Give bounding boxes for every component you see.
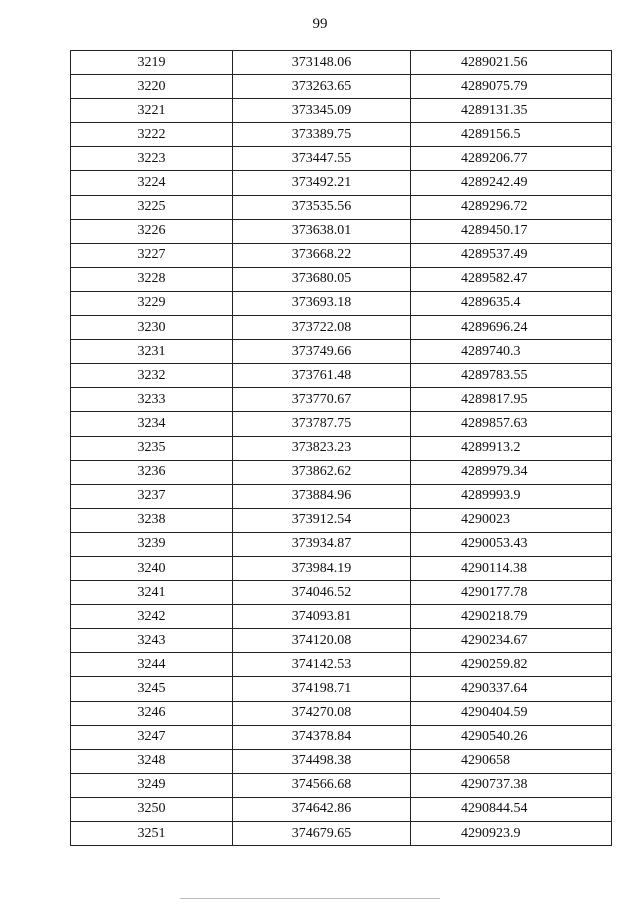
coordinates-table — [70, 50, 612, 846]
y-coordinate-cell: 4289857.63 — [411, 412, 612, 436]
y-coordinate-cell: 4289296.72 — [411, 195, 612, 219]
point-number-cell: 3239 — [71, 532, 233, 556]
table-row — [71, 195, 612, 219]
table-row — [71, 99, 612, 123]
y-coordinate-cell: 4290114.38 — [411, 556, 612, 580]
x-coordinate-cell: 373823.23 — [233, 436, 411, 460]
x-coordinate-cell: 374642.86 — [233, 797, 411, 821]
table-row — [71, 51, 612, 75]
point-number-cell: 3244 — [71, 653, 233, 677]
y-coordinate-cell: 4289783.55 — [411, 364, 612, 388]
point-number-cell: 3251 — [71, 822, 233, 846]
y-coordinate-cell: 4289242.49 — [411, 171, 612, 195]
y-coordinate-cell: 4289450.17 — [411, 219, 612, 243]
y-coordinate-cell: 4290540.26 — [411, 725, 612, 749]
y-coordinate-cell: 4289740.3 — [411, 340, 612, 364]
point-number-cell: 3243 — [71, 629, 233, 653]
table-row — [71, 556, 612, 580]
y-coordinate-cell: 4289131.35 — [411, 99, 612, 123]
table-row — [71, 822, 612, 846]
table-row — [71, 460, 612, 484]
point-number-cell: 3231 — [71, 340, 233, 364]
y-coordinate-cell: 4290337.64 — [411, 677, 612, 701]
table-row — [71, 147, 612, 171]
table-row — [71, 243, 612, 267]
x-coordinate-cell: 373668.22 — [233, 243, 411, 267]
x-coordinate-cell: 373492.21 — [233, 171, 411, 195]
y-coordinate-cell: 4289696.24 — [411, 316, 612, 340]
page-number: 99 — [312, 16, 328, 32]
x-coordinate-cell: 373787.75 — [233, 412, 411, 436]
x-coordinate-cell: 374142.53 — [233, 653, 411, 677]
y-coordinate-cell: 4289993.9 — [411, 484, 612, 508]
x-coordinate-cell: 374270.08 — [233, 701, 411, 725]
x-coordinate-cell: 373345.09 — [233, 99, 411, 123]
x-coordinate-cell: 374120.08 — [233, 629, 411, 653]
point-number-cell: 3242 — [71, 605, 233, 629]
point-number-cell: 3229 — [71, 291, 233, 315]
point-number-cell: 3250 — [71, 797, 233, 821]
y-coordinate-cell: 4289156.5 — [411, 123, 612, 147]
point-number-cell: 3228 — [71, 267, 233, 291]
y-coordinate-cell: 4289075.79 — [411, 75, 612, 99]
x-coordinate-cell: 374378.84 — [233, 725, 411, 749]
x-coordinate-cell: 373148.06 — [233, 51, 411, 75]
point-number-cell: 3222 — [71, 123, 233, 147]
y-coordinate-cell: 4289979.34 — [411, 460, 612, 484]
table-body — [71, 51, 612, 846]
table-row — [71, 629, 612, 653]
y-coordinate-cell: 4289206.77 — [411, 147, 612, 171]
y-coordinate-cell: 4290404.59 — [411, 701, 612, 725]
page-bottom-rule — [180, 898, 440, 899]
point-number-cell: 3226 — [71, 219, 233, 243]
point-number-cell: 3219 — [71, 51, 233, 75]
x-coordinate-cell: 374093.81 — [233, 605, 411, 629]
x-coordinate-cell: 373912.54 — [233, 508, 411, 532]
y-coordinate-cell: 4290658 — [411, 749, 612, 773]
x-coordinate-cell: 373722.08 — [233, 316, 411, 340]
table-row — [71, 412, 612, 436]
y-coordinate-cell: 4289635.4 — [411, 291, 612, 315]
y-coordinate-cell: 4289537.49 — [411, 243, 612, 267]
x-coordinate-cell: 373389.75 — [233, 123, 411, 147]
table-row — [71, 581, 612, 605]
y-coordinate-cell: 4290053.43 — [411, 532, 612, 556]
y-coordinate-cell: 4290737.38 — [411, 773, 612, 797]
y-coordinate-cell: 4290177.78 — [411, 581, 612, 605]
x-coordinate-cell: 373638.01 — [233, 219, 411, 243]
point-number-cell: 3236 — [71, 460, 233, 484]
x-coordinate-cell: 373535.56 — [233, 195, 411, 219]
table-row — [71, 653, 612, 677]
point-number-cell: 3235 — [71, 436, 233, 460]
point-number-cell: 3246 — [71, 701, 233, 725]
x-coordinate-cell: 374046.52 — [233, 581, 411, 605]
x-coordinate-cell: 373749.66 — [233, 340, 411, 364]
point-number-cell: 3247 — [71, 725, 233, 749]
y-coordinate-cell: 4290844.54 — [411, 797, 612, 821]
x-coordinate-cell: 374198.71 — [233, 677, 411, 701]
table-row — [71, 364, 612, 388]
table-row — [71, 436, 612, 460]
y-coordinate-cell: 4290218.79 — [411, 605, 612, 629]
table-row — [71, 532, 612, 556]
y-coordinate-cell: 4290023 — [411, 508, 612, 532]
y-coordinate-cell: 4289913.2 — [411, 436, 612, 460]
table-row — [71, 508, 612, 532]
table-row — [71, 605, 612, 629]
y-coordinate-cell: 4289582.47 — [411, 267, 612, 291]
x-coordinate-cell: 373770.67 — [233, 388, 411, 412]
point-number-cell: 3233 — [71, 388, 233, 412]
x-coordinate-cell: 373693.18 — [233, 291, 411, 315]
table-row — [71, 725, 612, 749]
point-number-cell: 3238 — [71, 508, 233, 532]
point-number-cell: 3224 — [71, 171, 233, 195]
x-coordinate-cell: 373680.05 — [233, 267, 411, 291]
table-row — [71, 291, 612, 315]
point-number-cell: 3220 — [71, 75, 233, 99]
x-coordinate-cell: 373934.87 — [233, 532, 411, 556]
table-row — [71, 388, 612, 412]
point-number-cell: 3245 — [71, 677, 233, 701]
point-number-cell: 3221 — [71, 99, 233, 123]
y-coordinate-cell: 4290259.82 — [411, 653, 612, 677]
table-row — [71, 171, 612, 195]
x-coordinate-cell: 374498.38 — [233, 749, 411, 773]
x-coordinate-cell: 373984.19 — [233, 556, 411, 580]
table-row — [71, 316, 612, 340]
table-row — [71, 75, 612, 99]
table-row — [71, 484, 612, 508]
table-row — [71, 267, 612, 291]
table-row — [71, 677, 612, 701]
point-number-cell: 3223 — [71, 147, 233, 171]
table-row — [71, 701, 612, 725]
table-row — [71, 340, 612, 364]
point-number-cell: 3237 — [71, 484, 233, 508]
point-number-cell: 3249 — [71, 773, 233, 797]
x-coordinate-cell: 373447.55 — [233, 147, 411, 171]
point-number-cell: 3248 — [71, 749, 233, 773]
table-row — [71, 123, 612, 147]
x-coordinate-cell: 373884.96 — [233, 484, 411, 508]
x-coordinate-cell: 373761.48 — [233, 364, 411, 388]
y-coordinate-cell: 4289021.56 — [411, 51, 612, 75]
table-row — [71, 773, 612, 797]
x-coordinate-cell: 374566.68 — [233, 773, 411, 797]
table-row — [71, 749, 612, 773]
point-number-cell: 3240 — [71, 556, 233, 580]
point-number-cell: 3232 — [71, 364, 233, 388]
y-coordinate-cell: 4290923.9 — [411, 822, 612, 846]
point-number-cell: 3241 — [71, 581, 233, 605]
table-row — [71, 797, 612, 821]
x-coordinate-cell: 374679.65 — [233, 822, 411, 846]
point-number-cell: 3230 — [71, 316, 233, 340]
point-number-cell: 3227 — [71, 243, 233, 267]
x-coordinate-cell: 373862.62 — [233, 460, 411, 484]
y-coordinate-cell: 4289817.95 — [411, 388, 612, 412]
table-row — [71, 219, 612, 243]
point-number-cell: 3234 — [71, 412, 233, 436]
point-number-cell: 3225 — [71, 195, 233, 219]
x-coordinate-cell: 373263.65 — [233, 75, 411, 99]
y-coordinate-cell: 4290234.67 — [411, 629, 612, 653]
